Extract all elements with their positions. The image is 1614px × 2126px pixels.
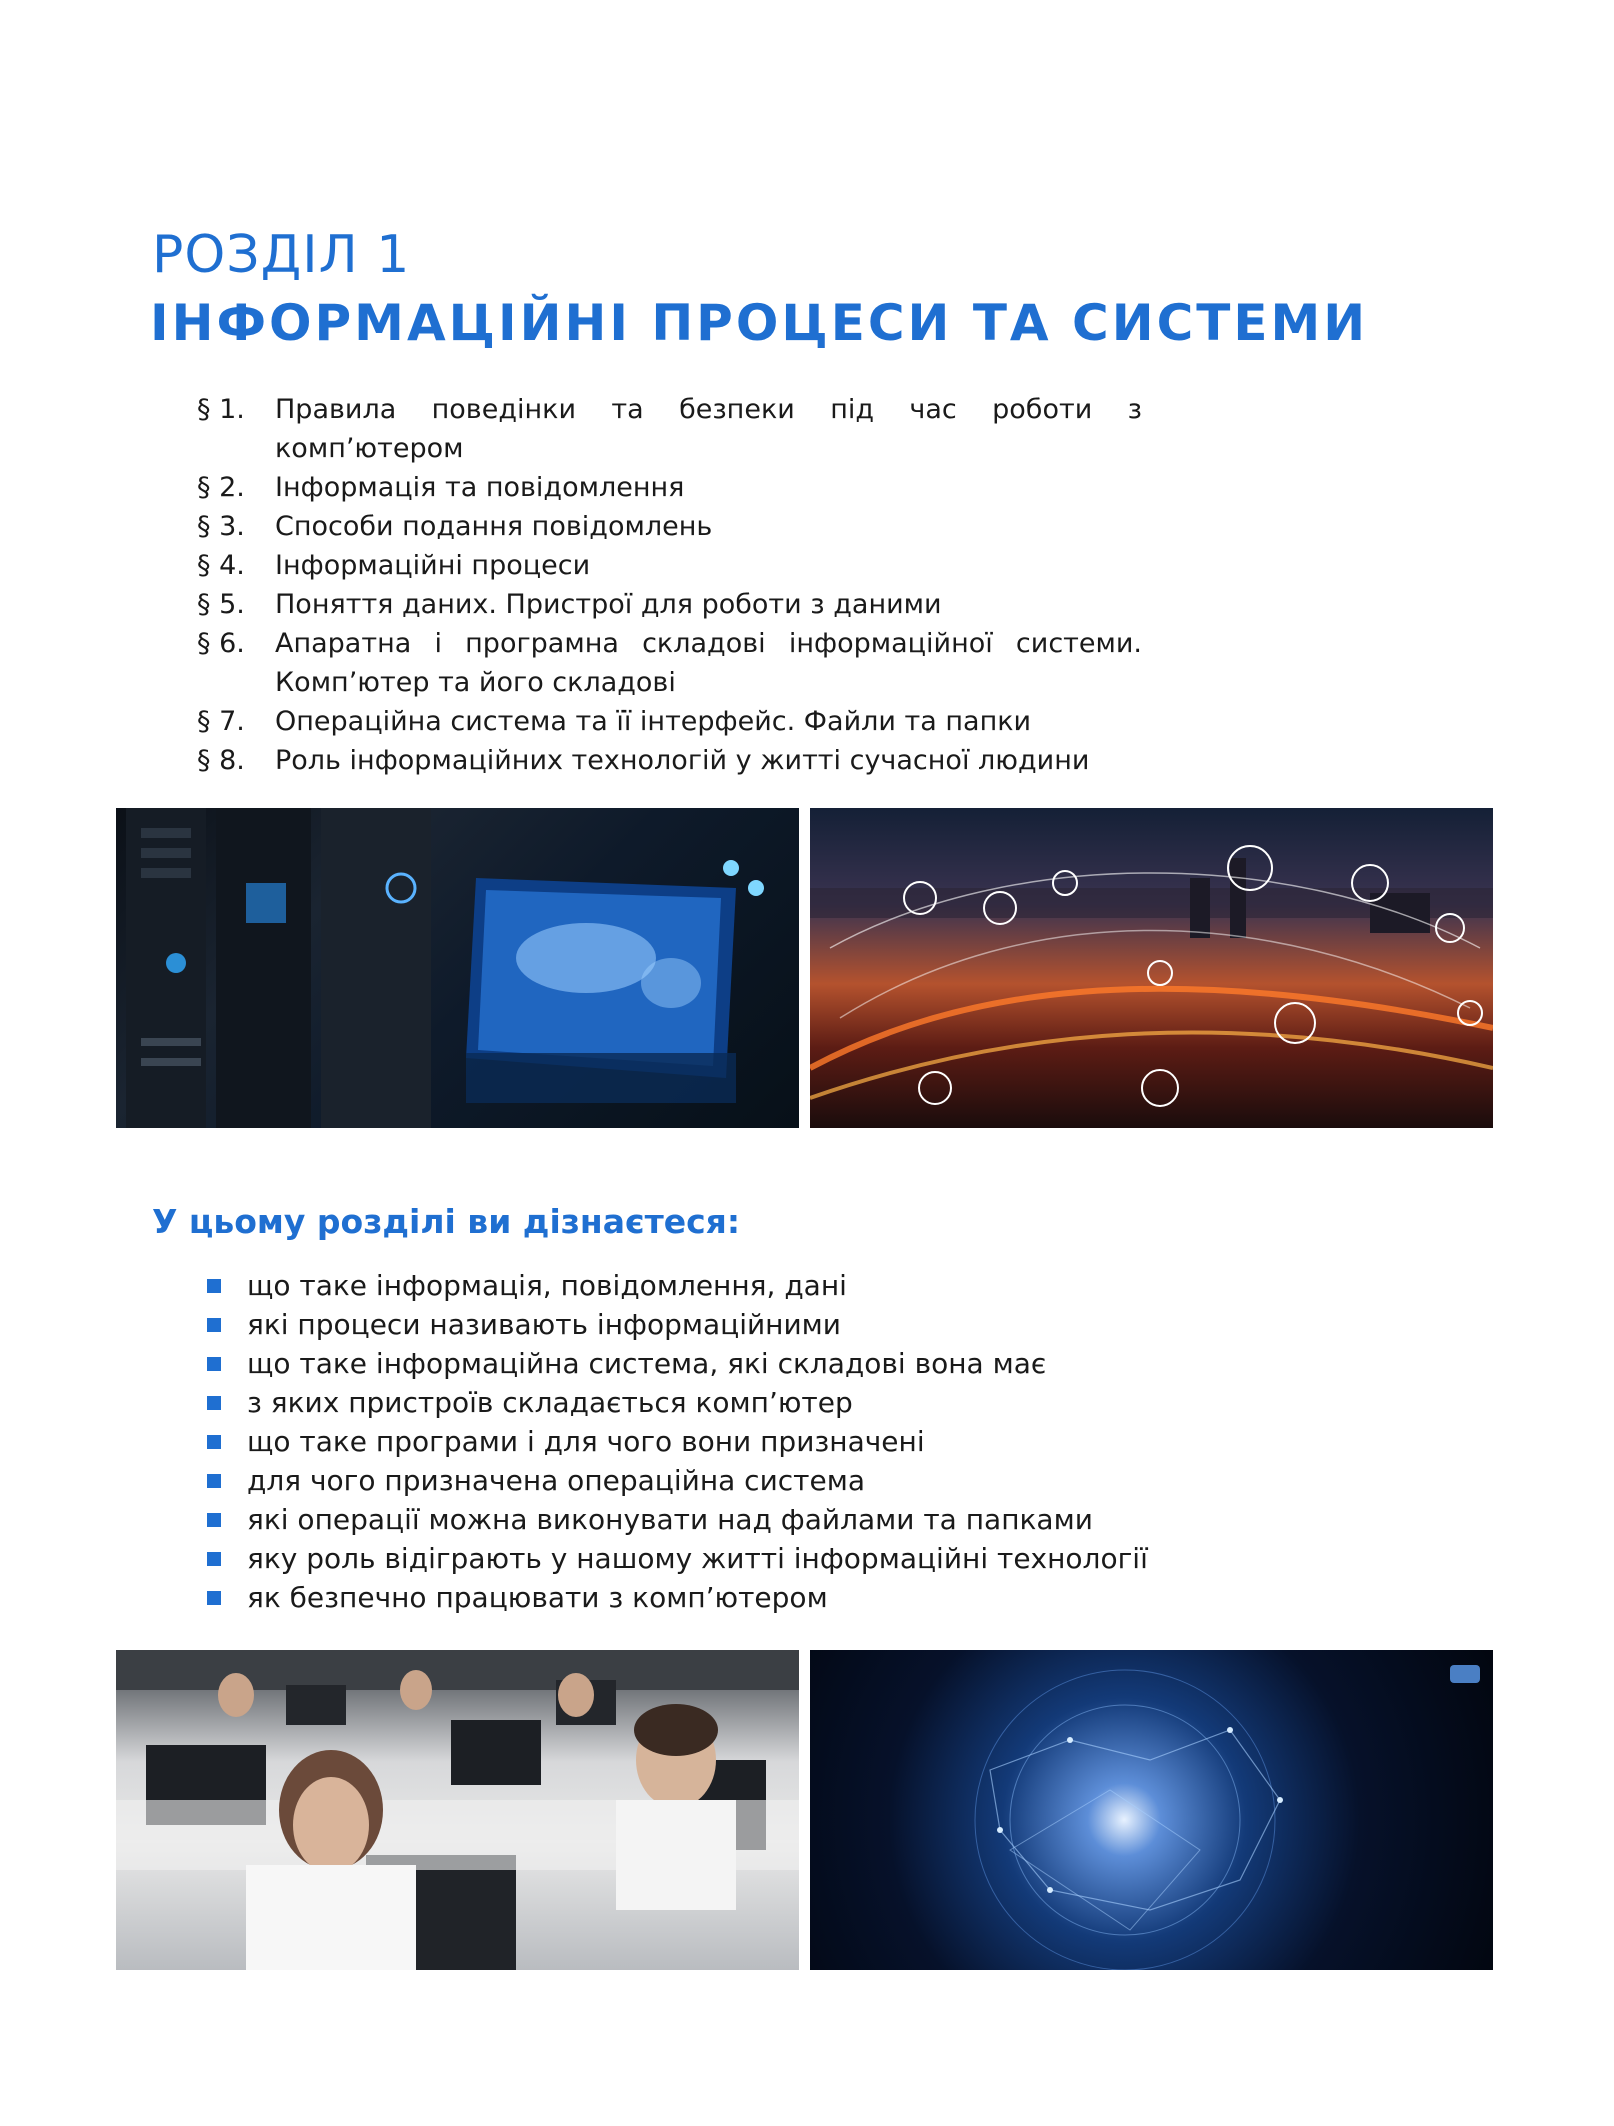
toc-item [197, 390, 1142, 468]
square-bullet-icon [207, 1279, 221, 1293]
toc-text: Правила поведінки та безпеки під час роботи з комп’ютером [275, 394, 1142, 464]
toc-text: Операційна система та її інтерфейс. Файли та папки [275, 706, 1032, 737]
toc-text: Інформація та повідомлення [275, 472, 685, 503]
toc-text: Поняття даних. Пристрої для роботи з даними [275, 589, 942, 620]
smart-city-network-photo [810, 808, 1493, 1128]
list-item [207, 1461, 1148, 1500]
square-bullet-icon [207, 1396, 221, 1410]
learn-list [207, 1266, 1148, 1617]
learn-heading: У цьому розділі ви дізнаєтеся: [152, 1202, 741, 1241]
list-item [207, 1305, 1148, 1344]
square-bullet-icon [207, 1435, 221, 1449]
square-bullet-icon [207, 1474, 221, 1488]
toc-text: Роль інформаційних технологій у житті сучасної людини [275, 745, 1090, 776]
toc-number: § 4. [197, 550, 245, 581]
list-item-text: яку роль відіграють у нашому житті інформаційні технології [247, 1542, 1148, 1575]
list-item-text: що таке програми і для чого вони призначені [247, 1425, 925, 1458]
toc-number: § 8. [197, 745, 245, 776]
toc-number: § 6. [197, 628, 245, 659]
toc-item [197, 546, 1142, 585]
toc-text: Інформаційні процеси [275, 550, 591, 581]
list-item [207, 1578, 1148, 1617]
chapter-label: РОЗДІЛ 1 [152, 225, 411, 285]
list-item-text: як безпечно працювати з комп’ютером [247, 1581, 828, 1614]
list-item-text: для чого призначена операційна система [247, 1464, 865, 1497]
toc-item [197, 741, 1142, 780]
toc-number: § 5. [197, 589, 245, 620]
server-room-photo [116, 808, 799, 1128]
toc-item [197, 624, 1142, 702]
table-of-contents [197, 390, 1142, 780]
toc-number: § 7. [197, 706, 245, 737]
toc-item [197, 507, 1142, 546]
square-bullet-icon [207, 1513, 221, 1527]
list-item-text: що таке інформація, повідомлення, дані [247, 1269, 847, 1302]
list-item-text: що таке інформаційна система, які складові вона має [247, 1347, 1047, 1380]
list-item [207, 1422, 1148, 1461]
square-bullet-icon [207, 1552, 221, 1566]
list-item-text: з яких пристроїв складається комп’ютер [247, 1386, 853, 1419]
toc-number: § 1. [197, 394, 245, 425]
square-bullet-icon [207, 1591, 221, 1605]
square-bullet-icon [207, 1357, 221, 1371]
toc-text: Способи подання повідомлень [275, 511, 713, 542]
list-item-text: які процеси називають інформаційними [247, 1308, 841, 1341]
square-bullet-icon [207, 1318, 221, 1332]
toc-number: § 2. [197, 472, 245, 503]
list-item [207, 1383, 1148, 1422]
toc-number: § 3. [197, 511, 245, 542]
chapter-title: ІНФОРМАЦІЙНІ ПРОЦЕСИ ТА СИСТЕМИ [150, 294, 1369, 352]
toc-item [197, 585, 1142, 624]
toc-item [197, 702, 1142, 741]
network-globe-photo [810, 1650, 1493, 1970]
list-item [207, 1500, 1148, 1539]
toc-item [197, 468, 1142, 507]
list-item [207, 1344, 1148, 1383]
list-item-text: які операції можна виконувати над файлами та папками [247, 1503, 1093, 1536]
list-item [207, 1539, 1148, 1578]
list-item [207, 1266, 1148, 1305]
computer-classroom-photo [116, 1650, 799, 1970]
toc-text: Апаратна і програмна складові інформаційної системи. Комп’ютер та його складові [275, 628, 1142, 698]
